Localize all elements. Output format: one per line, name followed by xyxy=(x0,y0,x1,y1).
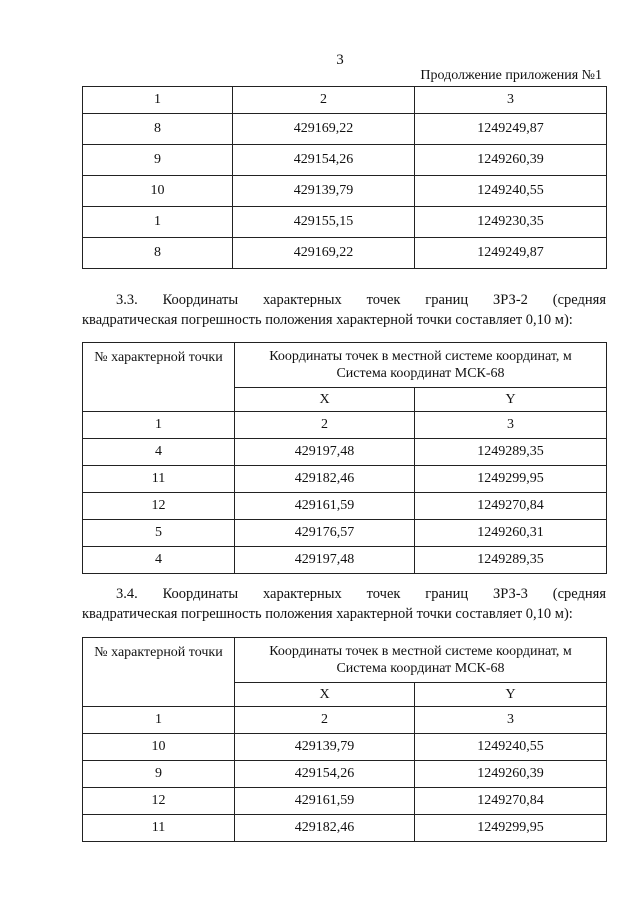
x-coordinate-cell: 429154,26 xyxy=(233,145,415,176)
page-number: 3 xyxy=(336,52,344,68)
point-number-cell: 1 xyxy=(83,207,233,238)
coordinate-system-label: Система координат МСК-68 xyxy=(336,366,505,381)
x-axis-header: X xyxy=(235,683,415,707)
y-coordinate-cell: 1249260,39 xyxy=(415,761,607,788)
table-row xyxy=(83,493,607,520)
paragraph-word: Координаты xyxy=(162,586,239,602)
column-number-cell: 1 xyxy=(83,412,235,439)
y-coordinate-cell: 1249249,87 xyxy=(415,114,607,145)
y-coordinate-cell: 1249299,95 xyxy=(415,815,607,842)
zone-name: ЗРЗ-3 xyxy=(493,586,528,602)
x-coordinate-cell: 429182,46 xyxy=(235,466,415,493)
coordinates-header-line: Координаты точек в местной системе координат, м xyxy=(269,349,572,364)
coordinate-system-label: Система координат МСК-68 xyxy=(336,661,505,676)
paragraph-second-line: квадратическая погрешность положения характерной точки составляет 0,10 м): xyxy=(82,312,573,328)
point-number-cell: 9 xyxy=(83,761,235,788)
x-coordinate-cell: 429169,22 xyxy=(233,238,415,269)
x-coordinate-cell: 429197,48 xyxy=(235,547,415,574)
column-number-cell: 2 xyxy=(235,707,415,734)
section-number: 3.3. xyxy=(116,292,138,308)
point-number-cell: 11 xyxy=(83,466,235,493)
table-row xyxy=(83,815,607,842)
point-number-cell: 8 xyxy=(83,238,233,269)
paragraph-word: границ xyxy=(425,292,469,308)
y-coordinate-cell: 1249270,84 xyxy=(415,788,607,815)
table-row xyxy=(83,788,607,815)
x-axis-header: X xyxy=(235,388,415,412)
column-number-row xyxy=(83,707,607,734)
paragraph-word: точек xyxy=(366,292,401,308)
paragraph-word: характерных xyxy=(262,586,342,602)
y-coordinate-cell: 1249230,35 xyxy=(415,207,607,238)
paragraph-first-line xyxy=(82,290,606,310)
y-coordinate-cell: 1249249,87 xyxy=(415,238,607,269)
point-number-cell: 9 xyxy=(83,145,233,176)
table-row xyxy=(83,734,607,761)
x-coordinate-cell: 429139,79 xyxy=(235,734,415,761)
x-coordinate-cell: 429161,59 xyxy=(235,493,415,520)
continuation-label: Продолжение приложения №1 xyxy=(420,68,602,83)
x-coordinate-cell: 429197,48 xyxy=(235,439,415,466)
y-coordinate-cell: 1249260,31 xyxy=(415,520,607,547)
point-number-cell: 12 xyxy=(83,493,235,520)
y-coordinate-cell: 1249289,35 xyxy=(415,439,607,466)
table-row xyxy=(83,761,607,788)
x-coordinate-cell: 429176,57 xyxy=(235,520,415,547)
table-header-row xyxy=(83,638,607,683)
paragraph-word: (средняя xyxy=(552,292,606,308)
table-header-row xyxy=(83,343,607,388)
point-number-cell: 12 xyxy=(83,788,235,815)
column-number-row xyxy=(83,412,607,439)
section-number: 3.4. xyxy=(116,586,138,602)
point-number-header: № характерной точки xyxy=(83,638,235,707)
y-axis-header: Y xyxy=(415,388,607,412)
point-number-cell: 10 xyxy=(83,176,233,207)
column-number-cell: 3 xyxy=(415,87,607,114)
point-number-cell: 11 xyxy=(83,815,235,842)
x-coordinate-cell: 429161,59 xyxy=(235,788,415,815)
y-coordinate-cell: 1249299,95 xyxy=(415,466,607,493)
y-coordinate-cell: 1249240,55 xyxy=(415,734,607,761)
point-number-cell: 4 xyxy=(83,439,235,466)
table-row xyxy=(83,114,607,145)
point-number-header: № характерной точки xyxy=(83,343,235,412)
x-coordinate-cell: 429182,46 xyxy=(235,815,415,842)
point-number-cell: 8 xyxy=(83,114,233,145)
paragraph-second-line: квадратическая погрешность положения характерной точки составляет 0,10 м): xyxy=(82,606,573,622)
coordinates-header xyxy=(235,638,607,683)
y-coordinate-cell: 1249240,55 xyxy=(415,176,607,207)
column-number-cell: 2 xyxy=(233,87,415,114)
table-row xyxy=(83,466,607,493)
coordinates-table-continuation xyxy=(82,86,607,269)
paragraph-word: точек xyxy=(366,586,401,602)
column-number-cell: 1 xyxy=(83,87,233,114)
point-number-cell: 5 xyxy=(83,520,235,547)
zone-name: ЗРЗ-2 xyxy=(493,292,528,308)
x-coordinate-cell: 429169,22 xyxy=(233,114,415,145)
y-coordinate-cell: 1249289,35 xyxy=(415,547,607,574)
section-3-3-paragraph xyxy=(82,290,606,330)
paragraph-word: Координаты xyxy=(162,292,239,308)
paragraph-word: характерных xyxy=(262,292,342,308)
column-number-cell: 3 xyxy=(415,412,607,439)
coordinates-table-zrz-2 xyxy=(82,342,607,574)
y-axis-header: Y xyxy=(415,683,607,707)
table-row xyxy=(83,238,607,269)
point-number-cell: 10 xyxy=(83,734,235,761)
table-row xyxy=(83,439,607,466)
x-coordinate-cell: 429139,79 xyxy=(233,176,415,207)
x-coordinate-cell: 429155,15 xyxy=(233,207,415,238)
point-number-cell: 4 xyxy=(83,547,235,574)
paragraph-word: границ xyxy=(425,586,469,602)
column-number-row xyxy=(83,87,607,114)
table-row xyxy=(83,207,607,238)
paragraph-first-line xyxy=(82,584,606,604)
table-row xyxy=(83,520,607,547)
coordinates-header xyxy=(235,343,607,388)
table-row xyxy=(83,547,607,574)
y-coordinate-cell: 1249270,84 xyxy=(415,493,607,520)
x-coordinate-cell: 429154,26 xyxy=(235,761,415,788)
column-number-cell: 3 xyxy=(415,707,607,734)
paragraph-word: (средняя xyxy=(552,586,606,602)
column-number-cell: 1 xyxy=(83,707,235,734)
coordinates-header-line: Координаты точек в местной системе координат, м xyxy=(269,644,572,659)
y-coordinate-cell: 1249260,39 xyxy=(415,145,607,176)
table-row xyxy=(83,176,607,207)
table-row xyxy=(83,145,607,176)
column-number-cell: 2 xyxy=(235,412,415,439)
section-3-4-paragraph xyxy=(82,584,606,624)
coordinates-table-zrz-3 xyxy=(82,637,607,842)
